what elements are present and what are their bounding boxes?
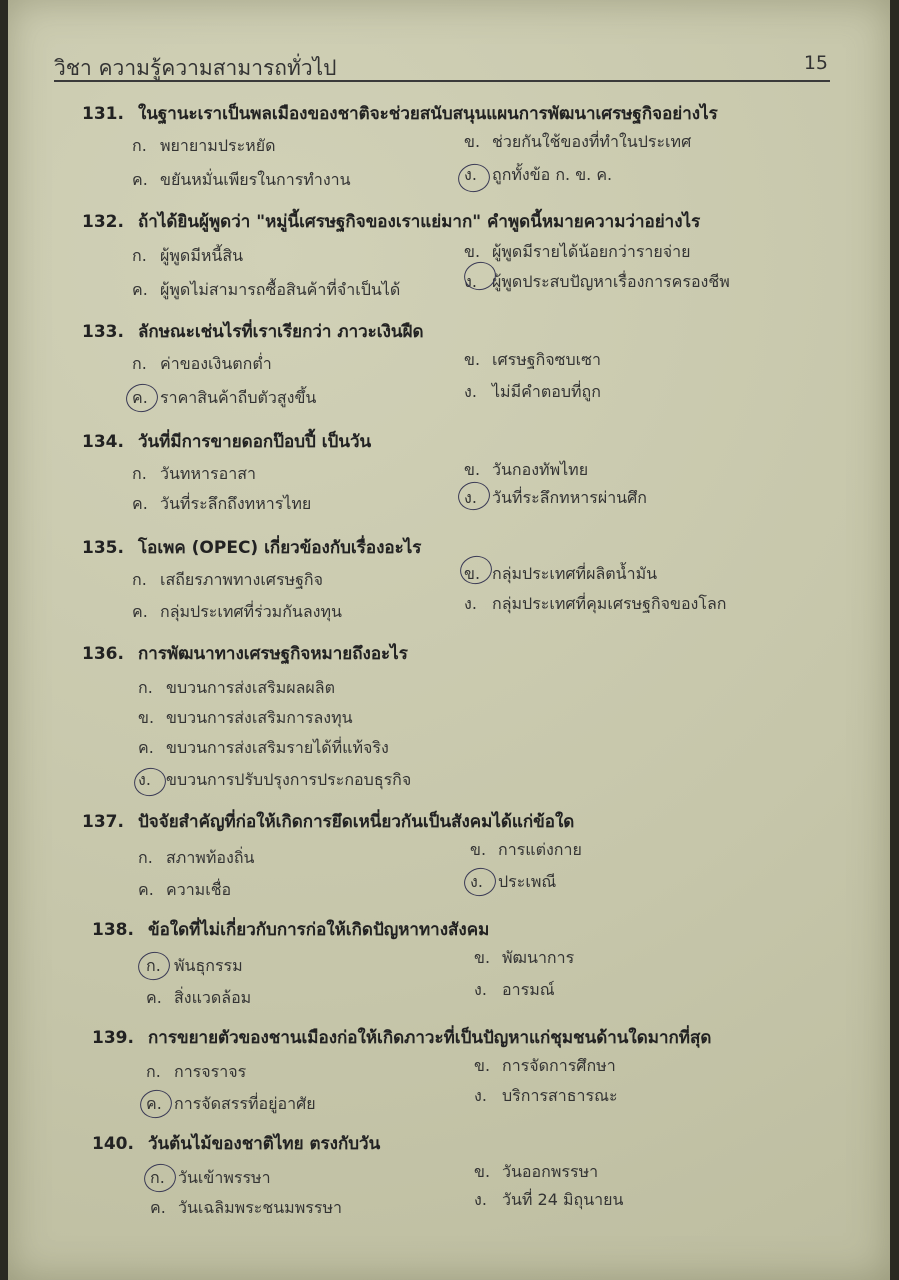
option-a: ก. วันทหารอาสา [132,464,256,483]
option-b: ข. ช่วยกันใช้ของที่ทำในประเทศ [464,132,692,151]
question-stem [82,318,424,345]
option-a: ก. ผู้พูดมีหนี้สิน [132,246,244,265]
subject-title: วิชา ความรู้ความสามารถทั่วไป [54,56,337,80]
question-text: การพัฒนาทางเศรษฐกิจหมายถึงอะไร [138,644,408,664]
question-stem [92,916,489,943]
option-b: ข. ผู้พูดมีรายได้น้อยกว่ารายจ่าย [464,242,691,261]
page-number: 15 [803,52,828,74]
option-c: ค. ราคาสินค้าถีบตัวสูงขึ้น [132,388,317,407]
option-b: ข. วันออกพรรษา [474,1162,599,1181]
question-text: การขยายตัวของชานเมืองก่อให้เกิดภาวะที่เป็นปัญหาแก่ชุมชนด้านใดมากที่สุด [148,1028,712,1048]
option-c: ค. การจัดสรรที่อยู่อาศัย [146,1094,316,1113]
question-text: โอเพค (OPEC) เกี่ยวข้องกับเรื่องอะไร [138,538,422,558]
option-d: ง. ไม่มีคำตอบที่ถูก [464,382,601,401]
option-b: ข. เศรษฐกิจซบเซา [464,350,601,369]
question-text: ปัจจัยสำคัญที่ก่อให้เกิดการยึดเหนี่ยวกันเป็นสังคมได้แก่ข้อใด [138,812,575,832]
option-a: ก. ขบวนการส่งเสริมผลผลิต [138,678,335,697]
question-number: 134. [82,432,124,452]
option-b: ข. การแต่งกาย [470,840,582,859]
option-c: ค. ขยันหมั่นเพียรในการทำงาน [132,170,351,189]
question-text: ลักษณะเช่นไรที่เราเรียกว่า ภาวะเงินฝืด [138,322,424,342]
question-stem [92,1024,711,1051]
option-b: ข. การจัดการศึกษา [474,1056,616,1075]
option-a: ก. วันเข้าพรรษา [150,1168,271,1187]
option-c: ค. ผู้พูดไม่สามารถซื้อสินค้าที่จำเป็นได้ [132,280,401,299]
option-c: ค. ขบวนการส่งเสริมรายได้ที่แท้จริง [138,738,389,757]
option-d: ง. กลุ่มประเทศที่คุมเศรษฐกิจของโลก [464,594,727,613]
option-a: ก. การจราจร [146,1062,247,1081]
question-number: 140. [92,1134,134,1154]
question-text: วันที่มีการขายดอกป๊อบปี้ เป็นวัน [138,432,372,452]
option-d: ง. วันที่ 24 มิถุนายน [474,1190,624,1209]
option-c: ค. สิ่งแวดล้อม [146,988,252,1007]
option-b: ข. วันกองทัพไทย [464,460,589,479]
question-text: ถ้าได้ยินผู้พูดว่า "หมู่นี้เศรษฐกิจของเราแย่มาก" คำพูดนี้หมายความว่าอย่างไร [138,212,701,232]
question-number: 137. [82,812,124,832]
option-a: ก. พันธุกรรม [146,956,243,975]
option-d: ง. ขบวนการปรับปรุงการประกอบธุรกิจ [138,770,412,789]
option-b: ข. พัฒนาการ [474,948,575,967]
option-d: ง. ประเพณี [470,872,557,891]
question-stem [82,208,700,235]
question-number: 136. [82,644,124,664]
option-c: ค. วันที่ระลึกถึงทหารไทย [132,494,312,513]
question-number: 133. [82,322,124,342]
option-a: ก. เสถียรภาพทางเศรษฐกิจ [132,570,323,589]
question-number: 131. [82,104,124,124]
option-c: ค. ความเชื่อ [138,880,232,899]
option-d: ง. ผู้พูดประสบปัญหาเรื่องการครองชีพ [464,272,730,291]
exam-sheet [8,0,890,1280]
option-a: ก. ค่าของเงินตกต่ำ [132,354,272,373]
question-stem [82,428,371,455]
question-text: ในฐานะเราเป็นพลเมืองของชาติจะช่วยสนับสนุนแผนการพัฒนาเศรษฐกิจอย่างไร [138,104,718,124]
question-number: 135. [82,538,124,558]
option-a: ก. สภาพท้องถิ่น [138,848,255,867]
page-header [54,52,830,82]
question-stem [82,534,421,561]
option-b: ข. กลุ่มประเทศที่ผลิตน้ำมัน [464,564,658,583]
option-a: ก. พยายามประหยัด [132,136,276,155]
option-d: ง. บริการสาธารณะ [474,1086,618,1105]
question-stem [82,640,408,667]
question-stem [92,1130,380,1157]
question-number: 139. [92,1028,134,1048]
question-stem [82,100,718,127]
question-text: ข้อใดที่ไม่เกี่ยวกับการก่อให้เกิดปัญหาทางสังคม [148,920,490,940]
question-text: วันต้นไม้ของชาติไทย ตรงกับวัน [148,1134,381,1154]
option-d: ง. ถูกทั้งข้อ ก. ข. ค. [464,165,613,184]
option-c: ค. กลุ่มประเทศที่ร่วมกันลงทุน [132,602,342,621]
question-stem [82,808,574,835]
question-number: 138. [92,920,134,940]
question-number: 132. [82,212,124,232]
option-c: ค. วันเฉลิมพระชนมพรรษา [150,1198,342,1217]
option-b: ข. ขบวนการส่งเสริมการลงทุน [138,708,353,727]
option-d: ง. วันที่ระลึกทหารผ่านศึก [464,488,647,507]
option-d: ง. อารมณ์ [474,980,555,999]
